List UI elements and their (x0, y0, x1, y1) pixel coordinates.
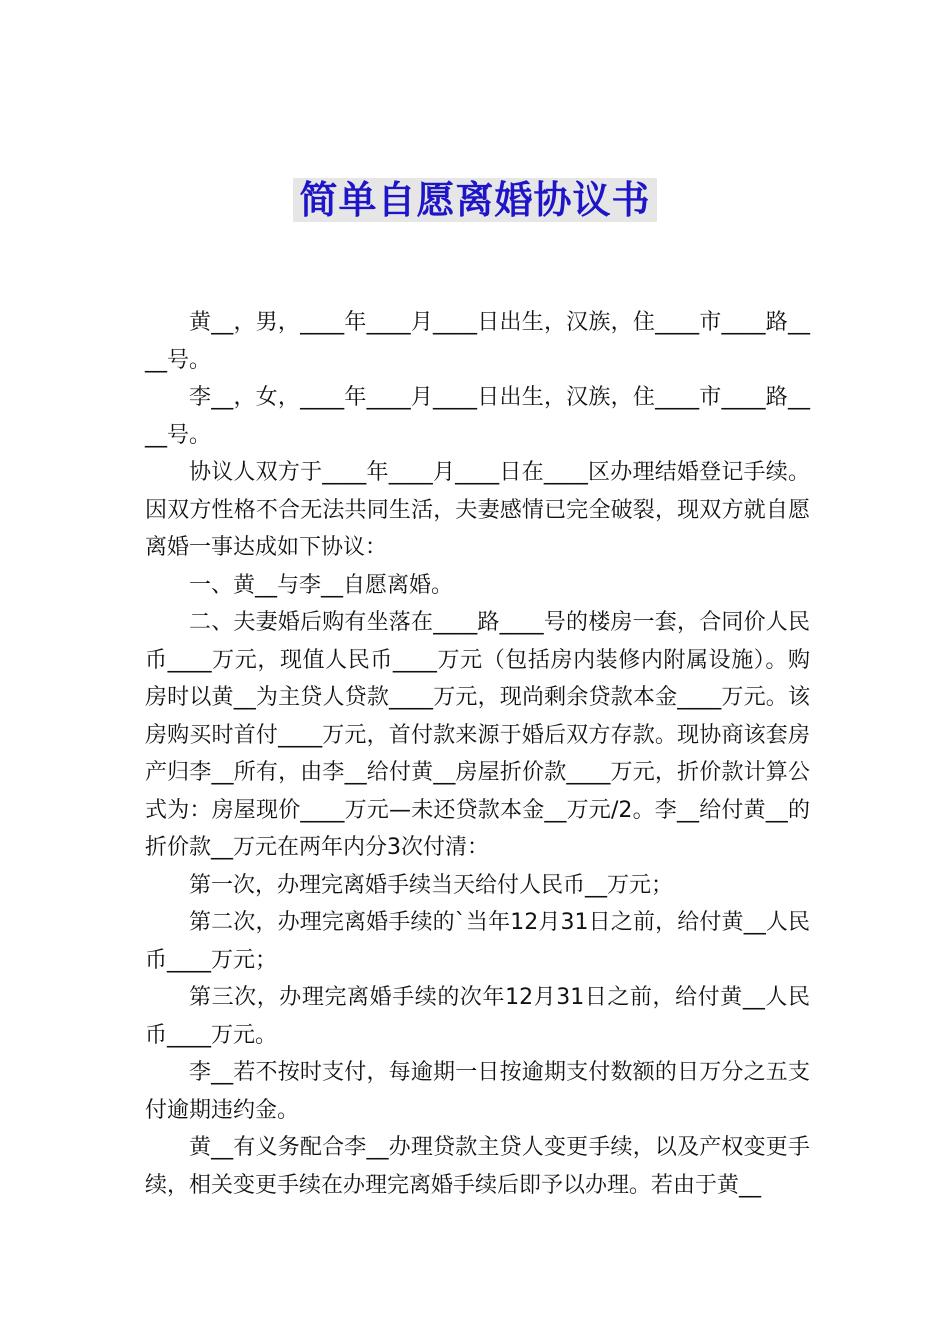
title-container (0, 178, 950, 222)
paragraph-payment-3: 第三次，办理完离婚手续的次年12月31日之前，给付黄__人民币____万元。 (145, 985, 810, 1048)
paragraph-party-huang: 黄__，男，____年____月____日出生，汉族，住____市____路____号。 (145, 310, 810, 373)
paragraph-penalty: 李__若不按时支付，每逾期一日按逾期支付数额的日万分之五支付逾期违约金。 (145, 1060, 810, 1123)
paragraph-party-li: 李__，女，____年____月____日出生，汉族，住____市____路____号。 (145, 385, 810, 448)
document-body (145, 304, 810, 1204)
paragraph-clause-1: 一、黄__与李__自愿离婚。 (189, 572, 454, 598)
paragraph-preamble: 协议人双方于____年____月____日在____区办理结婚登记手续。因双方性格不合无法共同生活，夫妻感情已完全破裂，现双方就自愿离婚一事达成如下协议： (145, 460, 810, 560)
paragraph-payment-1: 第一次，办理完离婚手续当天给付人民币__万元； (189, 872, 674, 898)
paragraph-obligation: 黄__有义务配合李__办理贷款主贷人变更手续，以及产权变更手续，相关变更手续在办理完离婚手续后即予以办理。若由于黄__ (145, 1135, 810, 1198)
paragraph-clause-2: 二、夫妻婚后购有坐落在____路____号的楼房一套，合同价人民币____万元，现值人民币____万元（包括房内装修内附属设施）。购房时以黄__为主贷人贷款____万元，现尚剩余贷款本金____万元。该房购买时首付____万元，首付款来源于婚后双方存款。现协商该套房产归李__所有，由李__给付黄__房屋折价款____万元，折价款计算公式为：房屋现价____万元—未还贷款本金__万元/2。李__给付黄__的折价款__万元在两年内分3次付清： (145, 610, 810, 860)
document-title: 简单自愿离婚协议书 (293, 178, 656, 222)
paragraph-payment-2: 第二次，办理完离婚手续的`当年12月31日之前，给付黄__人民币____万元； (145, 910, 810, 973)
